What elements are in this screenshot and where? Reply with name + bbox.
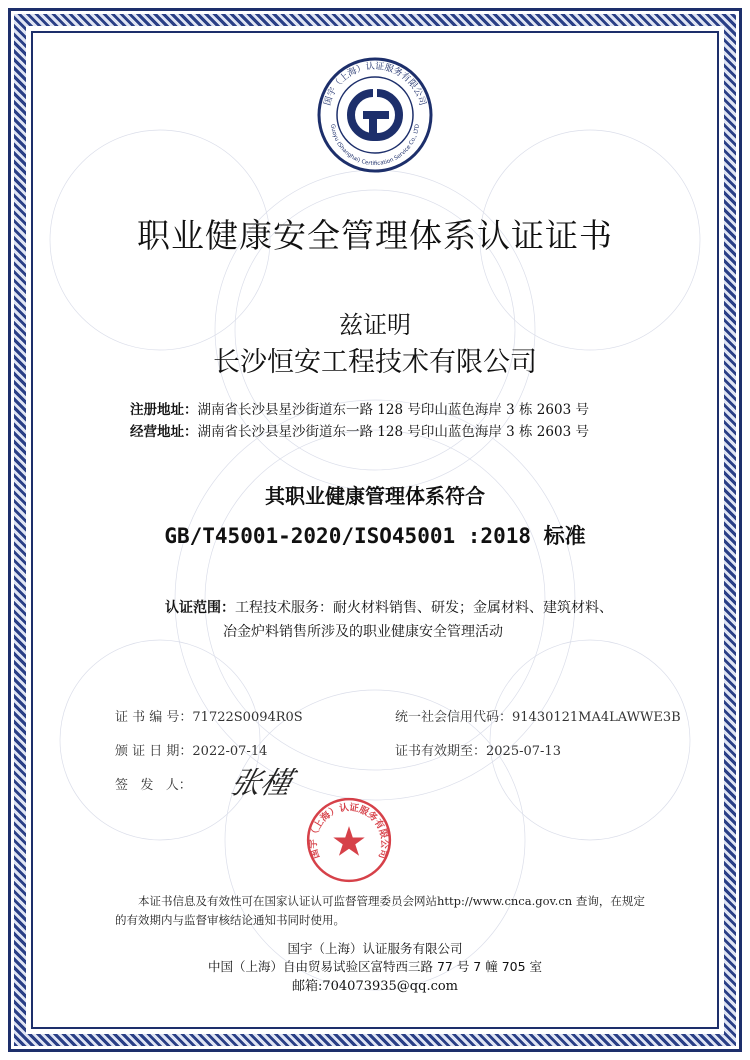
- issuer-logo: [315, 55, 435, 175]
- valid-until: [395, 740, 561, 759]
- valid-until-label: 证书有效期至：: [395, 744, 487, 759]
- registered-address-value: 湖南省长沙县星沙街道东一路 128 号印山蓝色海岸 3 栋 2603 号: [197, 402, 589, 418]
- official-seal: [305, 796, 393, 884]
- scope-label: 认证范围：: [165, 600, 235, 616]
- standard: GB/T45001-2020/ISO45001 :2018 标准: [164, 524, 586, 548]
- cert-number-value: 71722S0094R0S: [192, 710, 303, 725]
- credit-code-label: 统一社会信用代码：: [395, 710, 513, 725]
- svg-text:Guoyu (Shanghai) Certification: Guoyu (Shanghai) Certification Service Co., LTD: [329, 123, 421, 168]
- certificate-title: 职业健康安全管理体系认证证书: [137, 216, 613, 255]
- cert-number: [115, 706, 303, 725]
- issue-date-value: 2022-07-14: [192, 744, 268, 759]
- issue-date-label: 颁 证 日 期：: [115, 744, 193, 759]
- svg-text:国宇（上海）认证服务有限公司: 国宇（上海）认证服务有限公司: [308, 802, 390, 861]
- verification-note: 本证书信息及有效性可在国家认证认可监督管理委员会网站http://www.cnca.gov.cn 查询，在规定的有效期内与监督审核结论通知书同时使用。: [115, 894, 645, 927]
- issuer-address: 中国（上海）自由贸易试验区富特西三路 77 号 7 幢 705 室: [207, 959, 543, 974]
- credit-code: [395, 706, 681, 725]
- registered-address: [130, 398, 589, 418]
- registered-address-label: 注册地址：: [130, 402, 198, 418]
- valid-until-value: 2025-07-13: [486, 744, 561, 759]
- issue-date: [115, 740, 267, 759]
- credit-code-value: 91430121MA4LAWWE3B: [512, 710, 681, 725]
- hereby-certify: 兹证明: [339, 311, 411, 339]
- cert-number-label: 证 书 编 号：: [115, 710, 193, 725]
- scope-line-1: 工程技术服务：耐火材料销售、研发；金属材料、建筑材料、: [235, 600, 613, 616]
- signer-label: 签 发 人：: [115, 778, 192, 793]
- certification-scope: [165, 596, 645, 644]
- business-address: [130, 420, 589, 440]
- business-address-value: 湖南省长沙县星沙街道东一路 128 号印山蓝色海岸 3 栋 2603 号: [197, 424, 589, 440]
- issuer-name: 国宇（上海）认证服务有限公司: [287, 941, 463, 956]
- signature: 张槿: [226, 766, 296, 801]
- business-address-label: 经营地址：: [130, 424, 198, 440]
- svg-text:国宇（上海）认证服务有限公司: 国宇（上海）认证服务有限公司: [322, 61, 428, 107]
- issuer-email: 邮箱:704073935@qq.com: [291, 979, 459, 994]
- scope-line-2: 冶金炉料销售所涉及的职业健康安全管理活动: [223, 624, 503, 640]
- conformity-statement: 其职业健康管理体系符合: [265, 484, 485, 508]
- certified-company: 长沙恒安工程技术有限公司: [213, 347, 537, 378]
